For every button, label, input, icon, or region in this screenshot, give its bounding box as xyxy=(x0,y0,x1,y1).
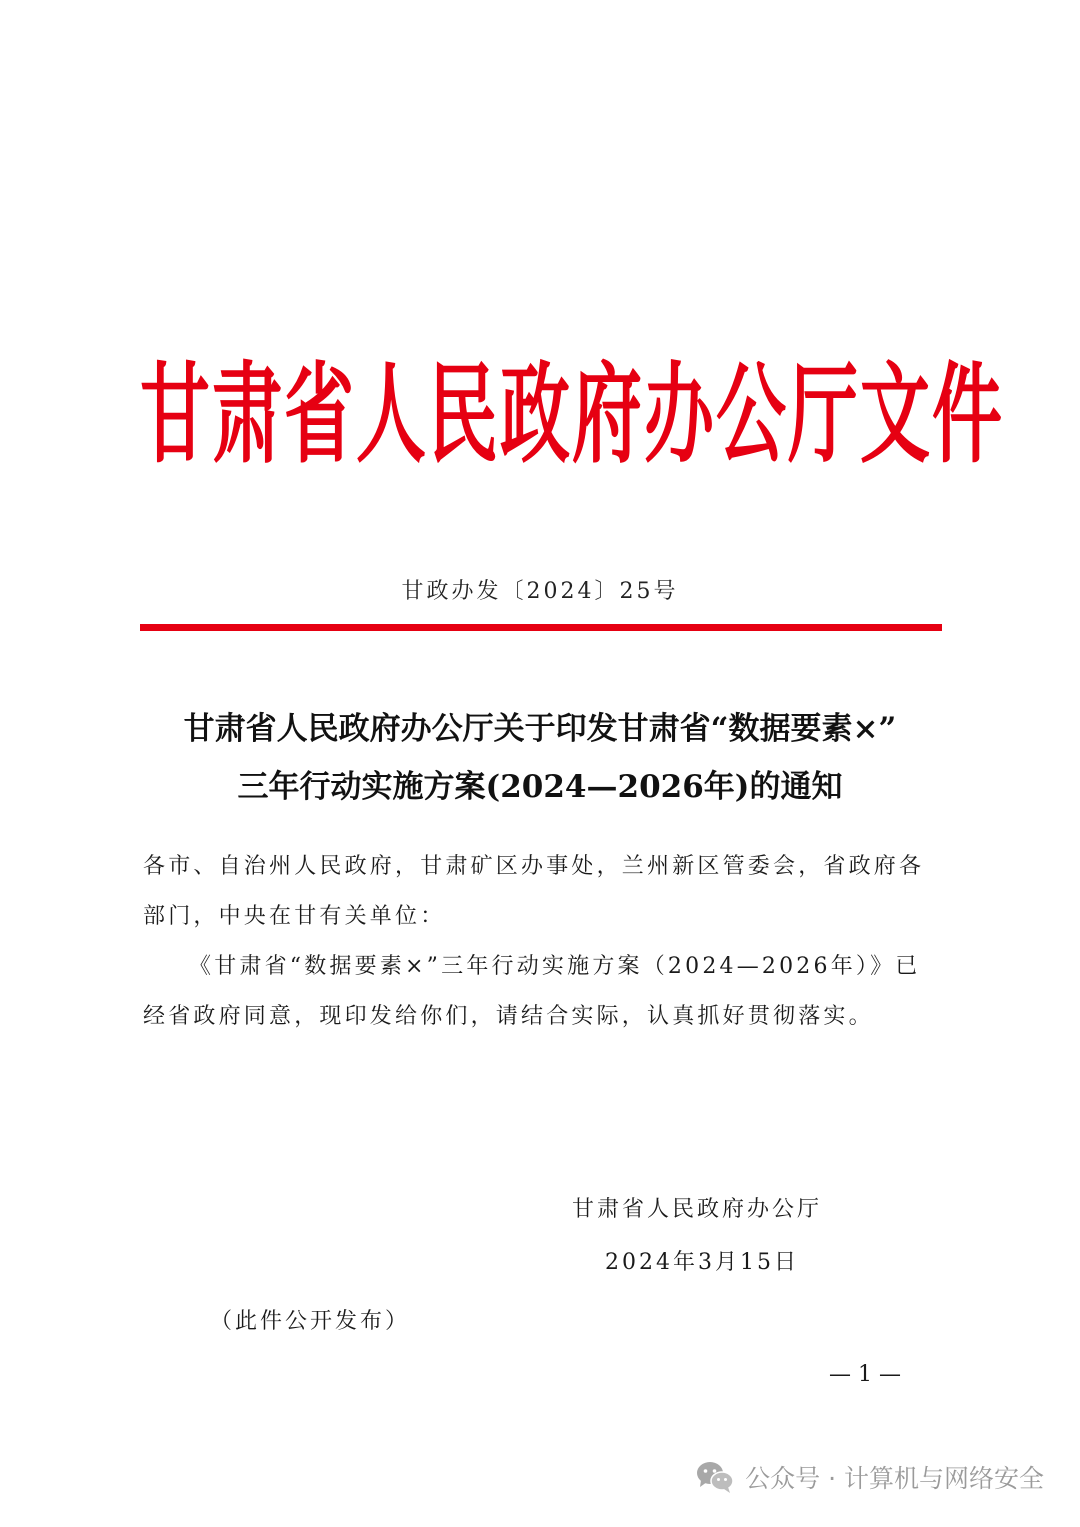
body-paragraph: 《甘肃省“数据要素×”三年行动实施方案（2024—2026年）》已经省政府同意，现印发给你们，请结合实际，认真抓好贯彻落实。 xyxy=(143,954,921,1029)
document-number: 甘政办发〔2024〕25号 xyxy=(401,579,679,604)
wechat-icon xyxy=(695,1460,735,1494)
page-number: — 1 — xyxy=(829,1362,901,1387)
notice-title-line-2: 三年行动实施方案(2024—2026年)的通知 xyxy=(237,769,843,805)
watermark-text: 公众号 · 计算机与网络安全 xyxy=(745,1464,1044,1493)
issue-date: 2024年3月15日 xyxy=(605,1250,799,1275)
publish-note: （此件公开发布） xyxy=(210,1309,411,1334)
addressee: 各市、自治州人民政府，甘肃矿区办事处，兰州新区管委会，省政府各部门，中央在甘有关单位： xyxy=(143,854,925,929)
notice-title xyxy=(140,700,940,816)
issuer-signature: 甘肃省人民政府办公厅 xyxy=(572,1197,823,1222)
masthead-title: 甘肃省人民政府办公厅文件 xyxy=(140,351,1004,479)
notice-title-line-1: 甘肃省人民政府办公厅关于印发甘肃省“数据要素×” xyxy=(183,711,897,747)
red-separator-line xyxy=(140,624,942,631)
watermark xyxy=(695,1457,1044,1497)
notice-body xyxy=(143,842,943,1042)
